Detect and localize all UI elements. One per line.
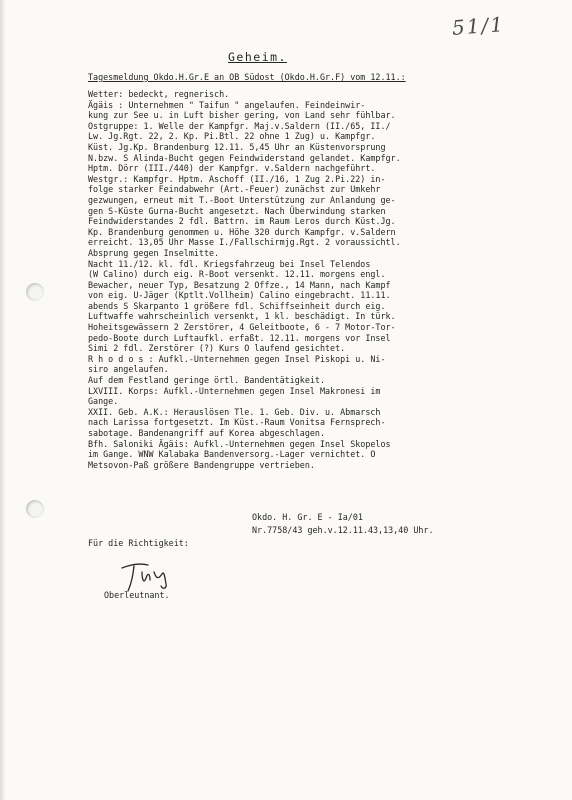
body-line: kung zur See u. in Luft bisher gering, von Land sehr fühlbar. bbox=[88, 110, 396, 121]
body-line: von eig. U-Jäger (Kptlt.Vollheim) Calino eingebracht. 11.11. bbox=[88, 290, 391, 301]
signatory-rank: Oberleutnant. bbox=[104, 590, 170, 600]
signoff-unit: Okdo. H. Gr. E - Ia/01 bbox=[252, 512, 363, 522]
body-line: Lw. Jg.Rgt. 22, 2. Kp. Pi.Btl. 22 ohne 1 Zug) u. Kampfgr. bbox=[88, 131, 376, 142]
body-line: Metsovon-Paß größere Bandengruppe vertrieben. bbox=[88, 459, 315, 470]
body-line: Kp. Brandenburg genommen u. Höhe 320 durch Kampfgr. v.Saldern bbox=[88, 226, 396, 237]
body-line: Wetter: bedeckt, regnerisch. bbox=[88, 89, 230, 99]
body-line: R h o d o s : Aufkl.-Unternehmen gegen Insel Piskopi u. Ni- bbox=[88, 353, 386, 364]
body-line: im Gange. WNW Kalabaka Bandenversorg.-Lager vernichtet. O bbox=[88, 449, 376, 460]
body-line: nach Larissa fortgesetzt. Im Küst.-Raum Vonitsa Fernsprech- bbox=[88, 417, 386, 428]
body-line: XXII. Geb. A.K.: Herauslösen Tle. 1. Geb. Div. u. Abmarsch bbox=[88, 406, 381, 417]
signoff-reference: Nr.7758/43 geh.v.12.11.43,13,40 Uhr. bbox=[252, 525, 434, 535]
body-line: N.bzw. S Alinda-Bucht gegen Feindwiderstand gelandet. Kampfgr. bbox=[88, 152, 401, 163]
body-line: Auf dem Festland geringe örtl. Bandentätigkeit. bbox=[88, 375, 325, 386]
body-line: Simi 2 fdl. Zerstörer (?) Kurs O laufend gesichtet. bbox=[88, 343, 346, 354]
body-line: siro angelaufen. bbox=[88, 364, 169, 375]
handwritten-page-number: 51/1 bbox=[451, 12, 506, 40]
body-line: Ostgruppe: 1. Welle der Kampfgr. Maj.v.Saldern (II./65, II./ bbox=[88, 120, 391, 131]
body-line: Feindwiderstandes 2 fdl. Battrn. im Raum Leros durch Küst.Jg. bbox=[88, 216, 396, 227]
body-line: pedo-Boote durch Luftaufkl. erfaßt. 12.11. morgens vor Insel bbox=[88, 332, 391, 343]
body-line: erreicht. 13,05 Uhr Masse I./Fallschirmjg.Rgt. 2 voraussichtl. bbox=[88, 237, 401, 248]
body-line: gezwungen, erneut mit T.-Boot Unterstützung zur Anlandung ge- bbox=[88, 194, 396, 205]
body-line: sabotage. Bandenangriff auf Korea abgeschlagen. bbox=[88, 428, 325, 438]
body-line: LXVIII. Korps: Aufkl.-Unternehmen gegen Insel Makronesi im bbox=[88, 385, 381, 396]
body-line: Bfh. Saloniki Ägäis: Aufkl.-Unternehmen gegen Insel Skopelos bbox=[88, 438, 391, 449]
body-line: folge starker Feindabwehr (Art.-Feuer) zunächst zur Umkehr bbox=[88, 184, 381, 195]
report-body bbox=[88, 89, 401, 470]
page-edge-shadow bbox=[0, 0, 6, 800]
report-header: Tagesmeldung Okdo.H.Gr.E an OB Südost (Okdo.H.Gr.F) vom 12.11.: bbox=[88, 72, 406, 82]
body-line: Absprung gegen Inselmitte. bbox=[88, 247, 220, 258]
body-line: Westgr.: Kampfgr. Hptm. Aschoff (II./16, 1 Zug 2.Pi.22) in- bbox=[88, 173, 386, 184]
body-line: Küst. Jg.Kp. Brandenburg 12.11. 5,45 Uhr an Küstenvorsprung bbox=[88, 141, 386, 152]
correctness-note: Für die Richtigkeit: bbox=[88, 538, 189, 548]
handwritten-signature bbox=[118, 558, 178, 594]
body-line: Luftwaffe wahrscheinlich versenkt, 1 kl. beschädigt. In türk. bbox=[88, 311, 396, 322]
classification-heading: Geheim. bbox=[228, 50, 287, 64]
body-line: gen S-Küste Gurna-Bucht angesetzt. Nach Überwindung starken bbox=[88, 205, 386, 216]
body-line: (W Calino) durch eig. R-Boot versenkt. 12.11. morgens engl. bbox=[88, 269, 386, 280]
punch-hole-bottom bbox=[26, 500, 44, 518]
body-line: Bewacher, neuer Typ, Besatzung 2 Offze., 14 Mann, nach Kampf bbox=[88, 279, 391, 290]
body-line: Hoheitsgewässern 2 Zerstörer, 4 Geleitboote, 6 - 7 Motor-Tor- bbox=[88, 322, 396, 333]
body-line: Nacht 11./12. kl. fdl. Kriegsfahrzeug bei Insel Telendos bbox=[88, 258, 371, 269]
body-line: Gange. bbox=[88, 396, 119, 407]
body-line: abends S Skarpanto 1 größere fdl. Schiffseinheit durch eig. bbox=[88, 300, 386, 311]
punch-hole-top bbox=[26, 283, 44, 301]
body-line: Hptm. Dörr (III./440) der Kampfgr. v.Saldern nachgeführt. bbox=[88, 163, 376, 174]
body-line: Ägäis : Unternehmen " Taifun " angelaufen. Feindeinwir- bbox=[88, 99, 366, 110]
